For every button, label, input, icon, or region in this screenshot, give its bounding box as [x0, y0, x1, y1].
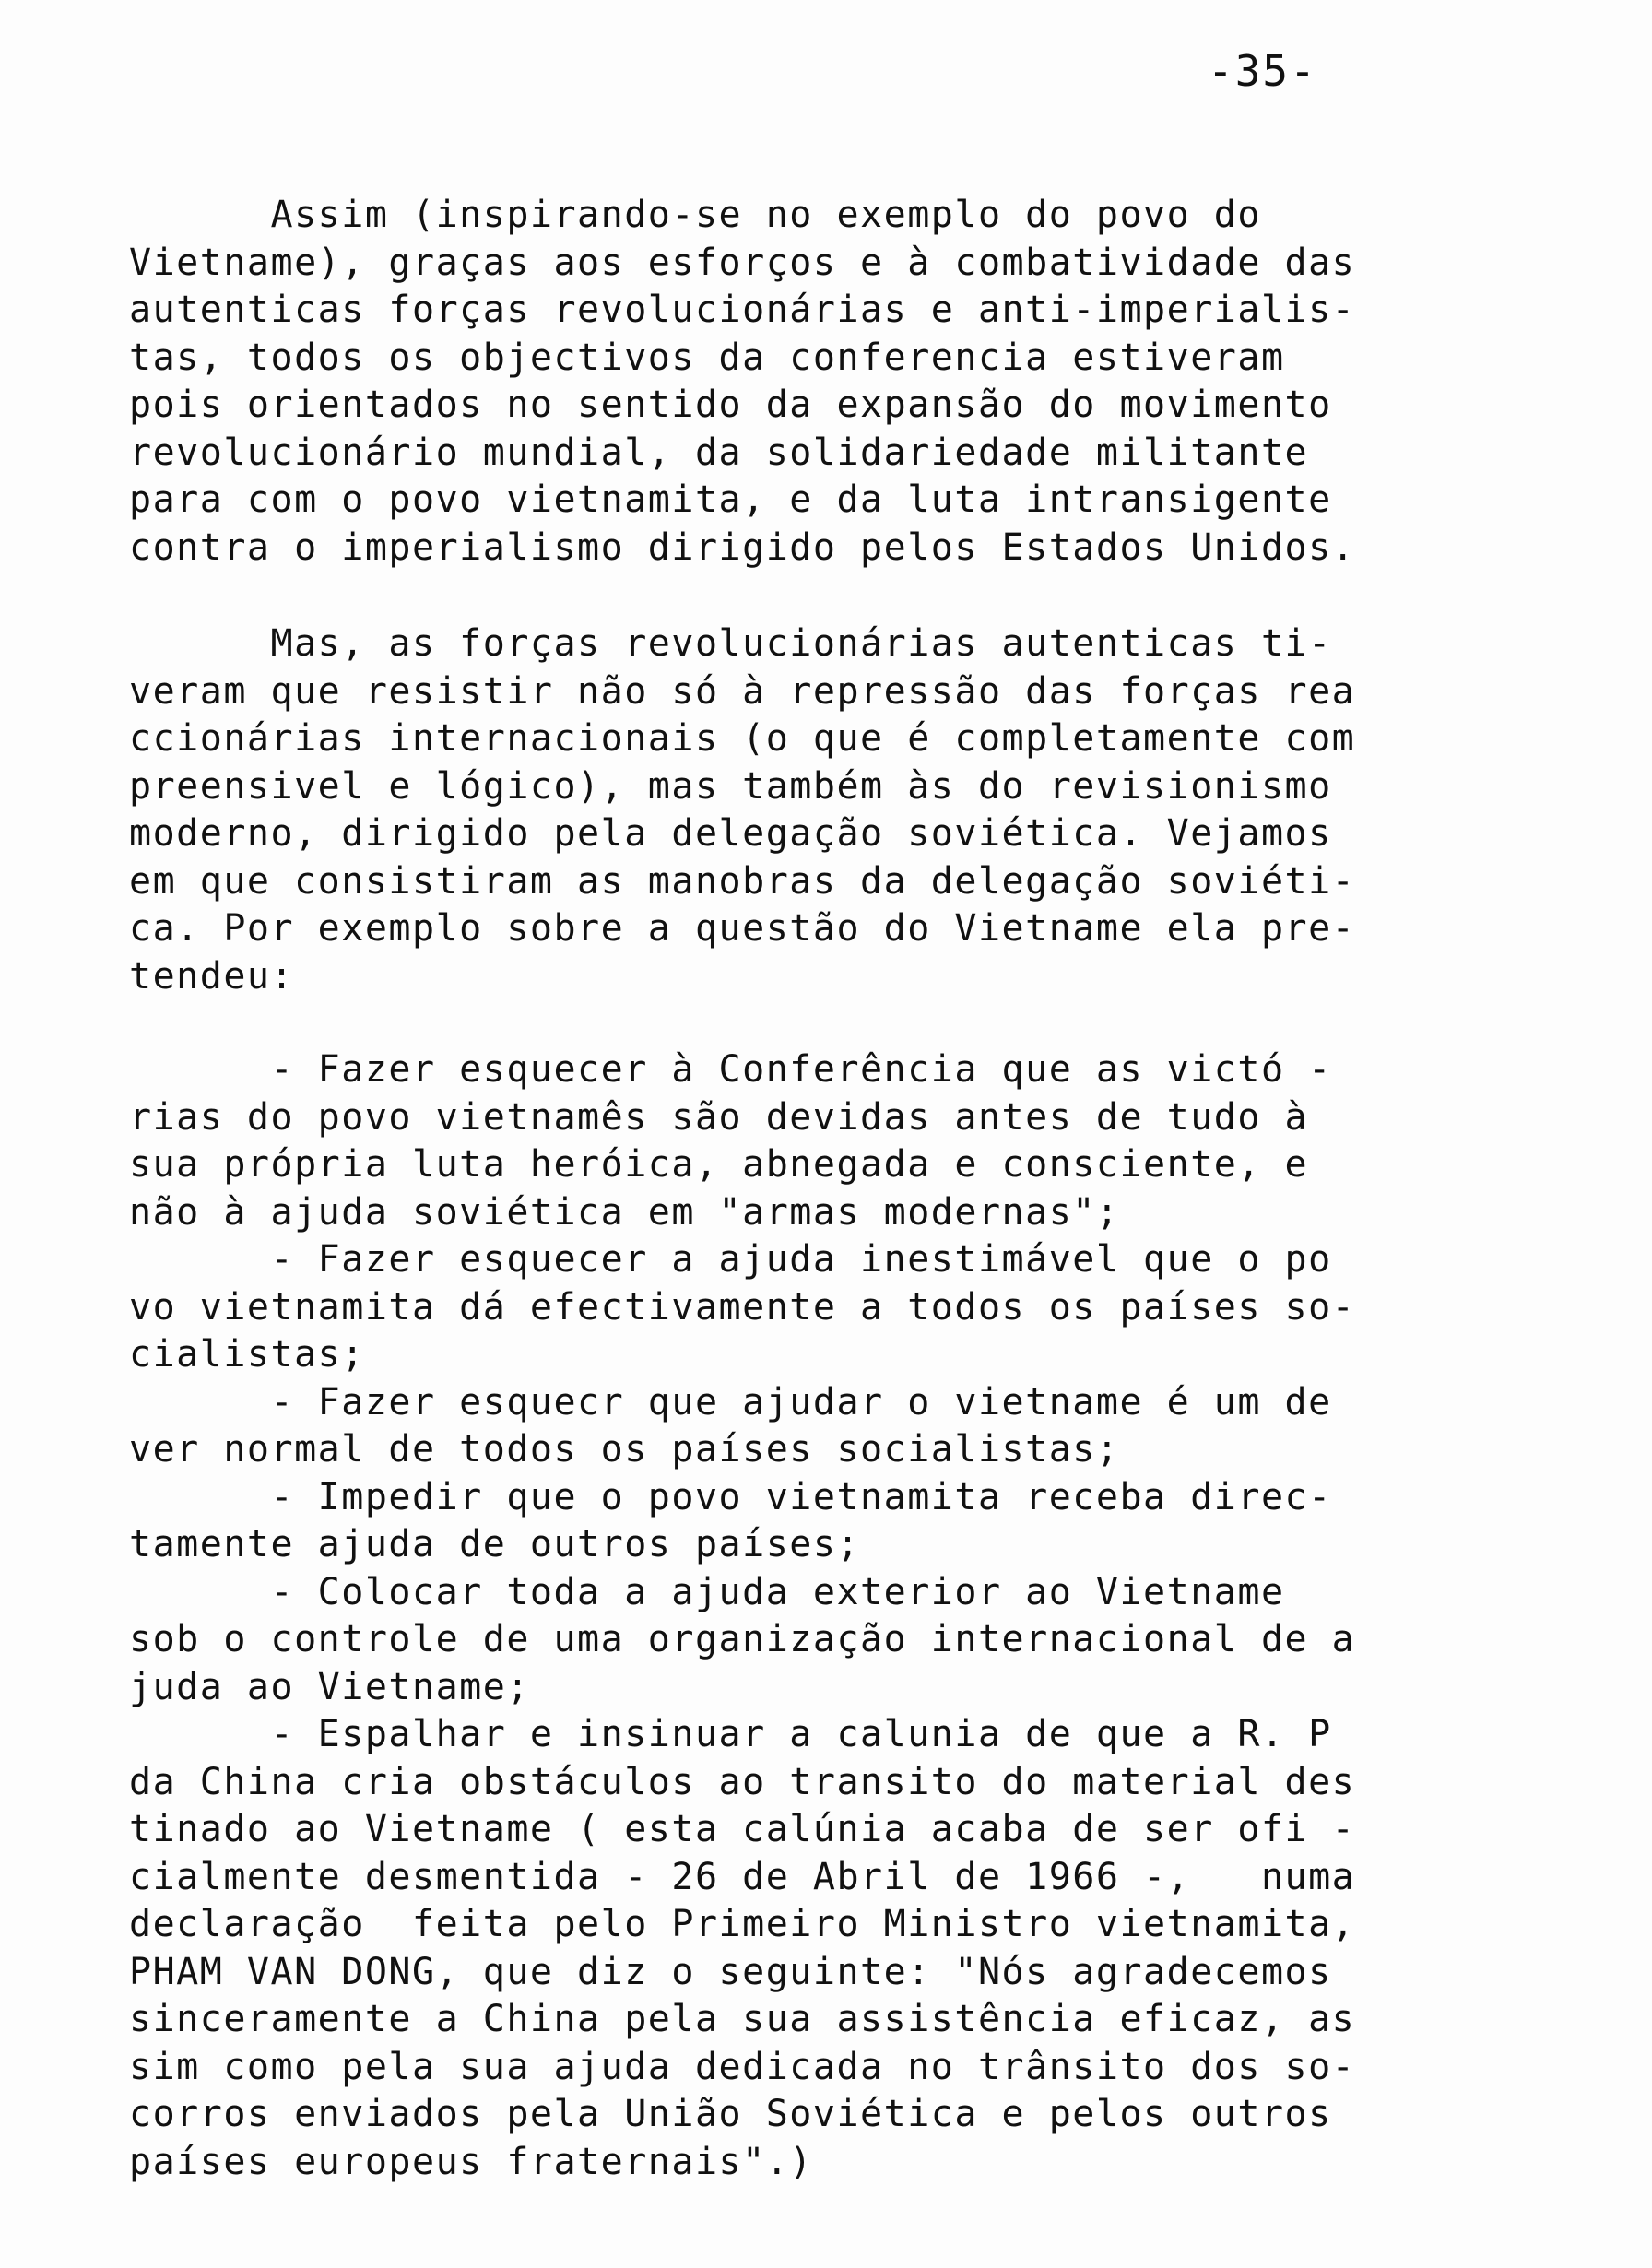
text-line: para com o povo vietnamita, e da luta intransigente [129, 478, 1332, 521]
text-line: sim como pela sua ajuda dedicada no trânsito dos so- [129, 2045, 1356, 2088]
text-line: tinado ao Vietname ( esta calúnia acaba de ser ofi - [129, 1808, 1356, 1850]
text-line: sinceramente a China pela sua assistência eficaz, as [129, 1998, 1356, 2040]
text-line: preensivel e lógico), mas também às do revisionismo [129, 764, 1332, 808]
text-line: - Fazer esquecer a ajuda inestimável que o po [129, 1238, 1332, 1281]
text-line: veram que resistir não só à repressão das forças rea [129, 669, 1356, 713]
text-line: tas, todos os objectivos da conferencia estiveram [129, 336, 1285, 379]
text-line: tamente ajuda de outros países; [129, 1523, 861, 1565]
text-line: Vietname), graças aos esforços e à combatividade das [129, 241, 1356, 284]
text-line: Assim (inspirando-se no exemplo do povo do [129, 194, 1261, 236]
text-line: - Colocar toda a ajuda exterior ao Vietname [129, 1570, 1285, 1613]
text-line: rias do povo vietnamês são devidas antes de tudo à [129, 1095, 1309, 1139]
text-line: tendeu: [129, 954, 295, 998]
text-line: corros enviados pela União Soviética e pelos outros [129, 2093, 1332, 2135]
text-line: em que consistiram as manobras da delegação soviéti- [129, 859, 1356, 903]
text-line: Mas, as forças revolucionárias autenticas ti- [129, 622, 1332, 665]
text-line: - Fazer esquecr que ajudar o vietname é um de [129, 1380, 1332, 1423]
text-line: sua própria luta heróica, abnegada e consciente, e [129, 1143, 1309, 1186]
text-line: declaração feita pelo Primeiro Ministro vietnamita, [129, 1903, 1356, 1945]
bulleted-list [129, 1046, 1512, 2186]
text-line: cialmente desmentida - 26 de Abril de 1966 -, numa [129, 1855, 1356, 1898]
text-line: cialistas; [129, 1333, 365, 1376]
paragraph-1 [129, 192, 1512, 572]
paragraph-2 [129, 620, 1512, 1000]
text-line: moderno, dirigido pela delegação soviética. Vejamos [129, 812, 1332, 855]
text-line: - Espalhar e insinuar a calunia de que a R. P [129, 1713, 1332, 1755]
text-line: ca. Por exemplo sobre a questão do Vietname ela pre- [129, 907, 1356, 950]
text-line: revolucionário mundial, da solidariedade militante [129, 431, 1309, 474]
text-line: vo vietnamita dá efectivamente a todos os países so- [129, 1285, 1356, 1329]
text-line: autenticas forças revolucionárias e anti-imperialis- [129, 289, 1356, 331]
text-line: contra o imperialismo dirigido pelos Estados Unidos. [129, 526, 1356, 569]
text-line: juda ao Vietname; [129, 1665, 530, 1708]
text-line: sob o controle de uma organização internacional de a [129, 1618, 1356, 1660]
text-line: PHAM VAN DONG, que diz o seguinte: "Nós agradecemos [129, 1950, 1332, 1993]
text-line: países europeus fraternais".) [129, 2140, 813, 2183]
page-number: -35- [1208, 46, 1317, 96]
text-line: ver normal de todos os países socialistas; [129, 1428, 1120, 1471]
text-line: - Impedir que o povo vietnamita receba direc- [129, 1475, 1332, 1518]
text-line: da China cria obstáculos ao transito do material des [129, 1760, 1356, 1803]
text-line: ccionárias internacionais (o que é completamente com [129, 717, 1356, 760]
text-line: pois orientados no sentido da expansão do movimento [129, 384, 1332, 426]
text-line: não à ajuda soviética em "armas modernas"; [129, 1190, 1120, 1234]
text-line: - Fazer esquecer à Conferência que as victó - [129, 1048, 1332, 1091]
